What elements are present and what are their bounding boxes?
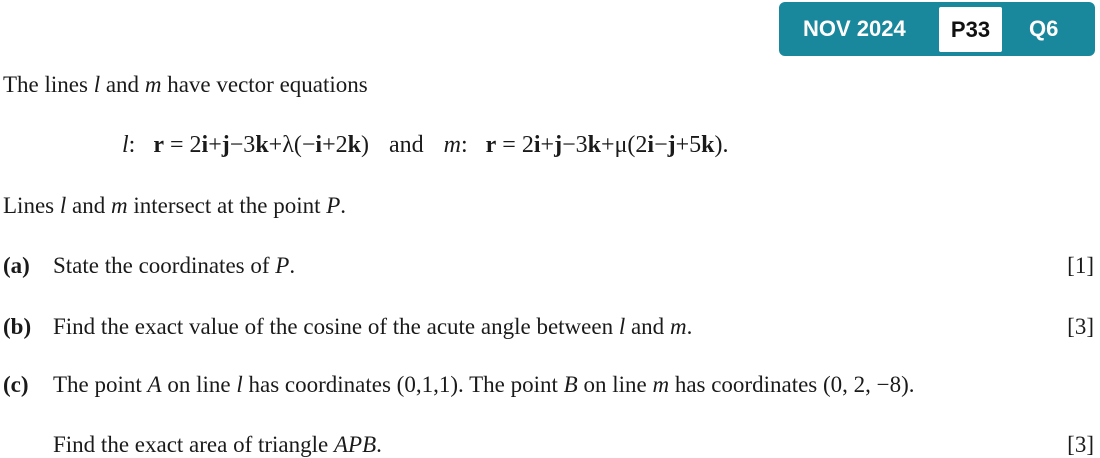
part-a-label: (a) [3, 253, 30, 278]
intro-text: The lines l and m have vector equations [3, 72, 368, 97]
question-badge [779, 2, 1095, 56]
intersection-text: Lines l and m intersect at the point P. [3, 193, 347, 218]
part-a-marks: [1] [1067, 253, 1094, 278]
part-c-label: (c) [3, 372, 29, 397]
part-b-text: Find the exact value of the cosine of the acute angle between l and m. [53, 314, 693, 339]
part-a-text: State the coordinates of P. [53, 253, 296, 278]
part-c-marks: [3] [1067, 432, 1094, 457]
paper-code: P33 [939, 7, 1002, 52]
part-b-label: (b) [3, 314, 32, 339]
part-b-marks: [3] [1067, 314, 1094, 339]
part-c-question: Find the exact area of triangle APB. [53, 432, 382, 457]
question-number: Q6 [1029, 16, 1059, 41]
part-c-statement: The point A on line l has coordinates (0,1,1). The point B on line m has coordinates (0, 2, −8). [53, 372, 915, 397]
vector-equations: l: r = 2i+j−3k+λ(−i+2k) and m: r = 2i+j−3k+μ(2i−j+5k). [122, 132, 729, 158]
exam-session: NOV 2024 [803, 16, 906, 41]
